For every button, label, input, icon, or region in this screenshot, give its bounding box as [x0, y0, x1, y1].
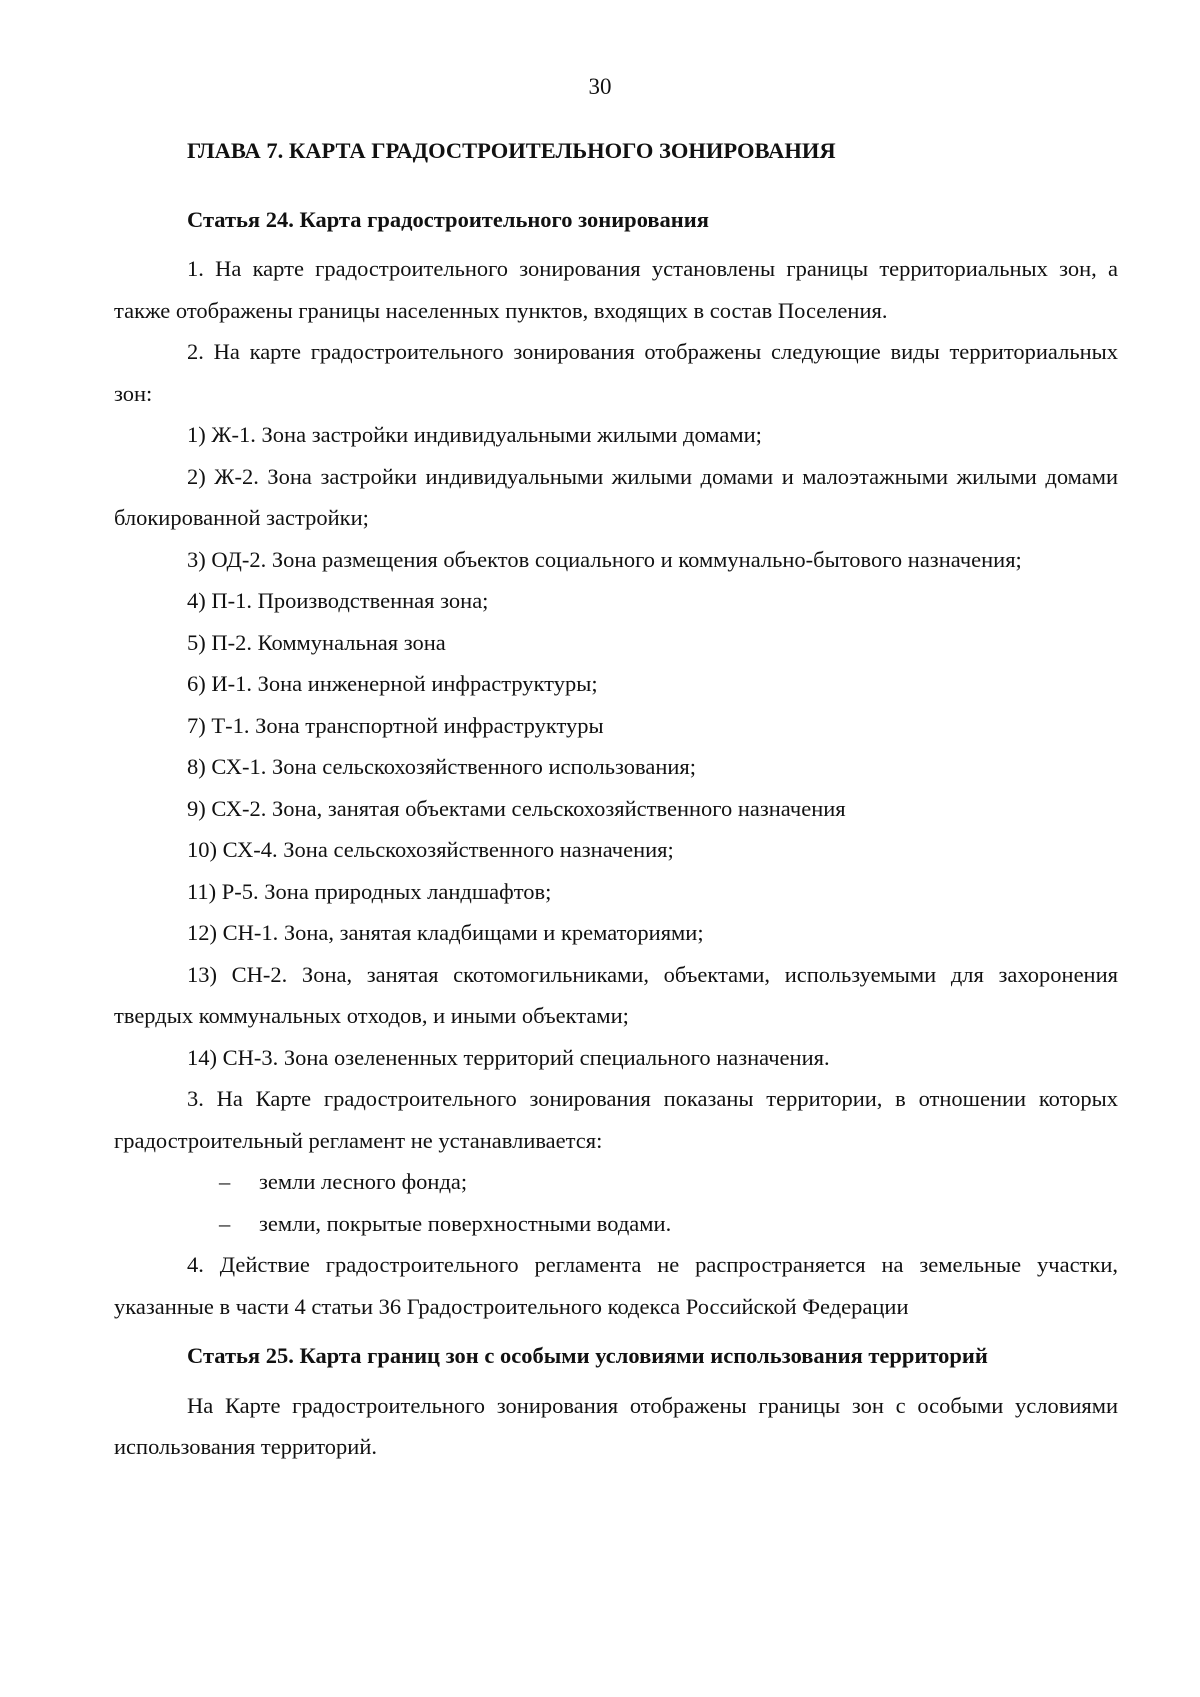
dash-item-text: земли, покрытые поверхностными водами. — [259, 1210, 672, 1236]
article-24-paragraph-1: 1. На карте градостроительного зонирования установлены границы территориальных зон, а также отображены границы населенных пунктов, входящих в состав Поселения. — [114, 256, 1118, 323]
dash-item-text: земли лесного фонда; — [259, 1169, 468, 1194]
zone-item: 12) СН-1. Зона, занятая кладбищами и крематориями; — [187, 920, 704, 945]
zone-item: 8) СХ-1. Зона сельскохозяйственного использования; — [187, 754, 697, 779]
zone-item: 2) Ж-2. Зона застройки индивидуальными жилыми домами и малоэтажными жилыми домами блокированной застройки; — [114, 463, 1118, 530]
dash-bullet: – — [219, 1169, 231, 1194]
zone-item: 6) И-1. Зона инженерной инфраструктуры; — [187, 671, 598, 696]
zone-item: 11) Р-5. Зона природных ландшафтов; — [187, 878, 552, 904]
zone-item: 1) Ж-1. Зона застройки индивидуальными жилыми домами; — [187, 422, 762, 447]
zone-item: 9) СХ-2. Зона, занятая объектами сельскохозяйственного назначения — [187, 795, 846, 821]
zone-item: 10) СХ-4. Зона сельскохозяйственного назначения; — [187, 837, 674, 862]
zone-item: 7) Т-1. Зона транспортной инфраструктуры — [187, 712, 604, 738]
dash-list-item — [114, 1161, 1118, 1203]
article-24-paragraph-3: 3. На Карте градостроительного зонирования показаны территории, в отношении которых градостроительный регламент не устанавливается: — [114, 1086, 1118, 1153]
zone-item: 5) П-2. Коммунальная зона — [187, 629, 446, 655]
zone-item: 4) П-1. Производственная зона; — [187, 588, 489, 613]
zone-item: 13) СН-2. Зона, занятая скотомогильниками, объектами, используемыми для захоронения твердых коммунальных отходов, и иными объектами; — [114, 961, 1118, 1028]
article-24-title: Статья 24. Карта градостроительного зонирования — [187, 206, 709, 232]
page-number: 30 — [588, 74, 612, 99]
article-25-paragraph-1: На Карте градостроительного зонирования отображены границы зон с особыми условиями использования территорий. — [114, 1392, 1118, 1459]
zone-item: 14) СН-3. Зона озелененных территорий специального назначения. — [187, 1044, 830, 1070]
article-25-title: Статья 25. Карта границ зон с особыми условиями использования территорий — [187, 1343, 988, 1368]
article-24-paragraph-4: 4. Действие градостроительного регламента не распространяется на земельные участки, указанные в части 4 статьи 36 Градостроительного кодекса Российской Федерации — [114, 1252, 1118, 1319]
zone-item: 3) ОД-2. Зона размещения объектов социального и коммунально-бытового назначения; — [187, 546, 1022, 572]
document-body — [114, 130, 1118, 1468]
dash-bullet: – — [219, 1210, 231, 1236]
dash-list-item — [114, 1203, 1118, 1245]
article-24-paragraph-2: 2. На карте градостроительного зонирования отображены следующие виды территориальных зон: — [114, 339, 1118, 406]
chapter-title: ГЛАВА 7. КАРТА ГРАДОСТРОИТЕЛЬНОГО ЗОНИРОВАНИЯ — [187, 138, 836, 163]
